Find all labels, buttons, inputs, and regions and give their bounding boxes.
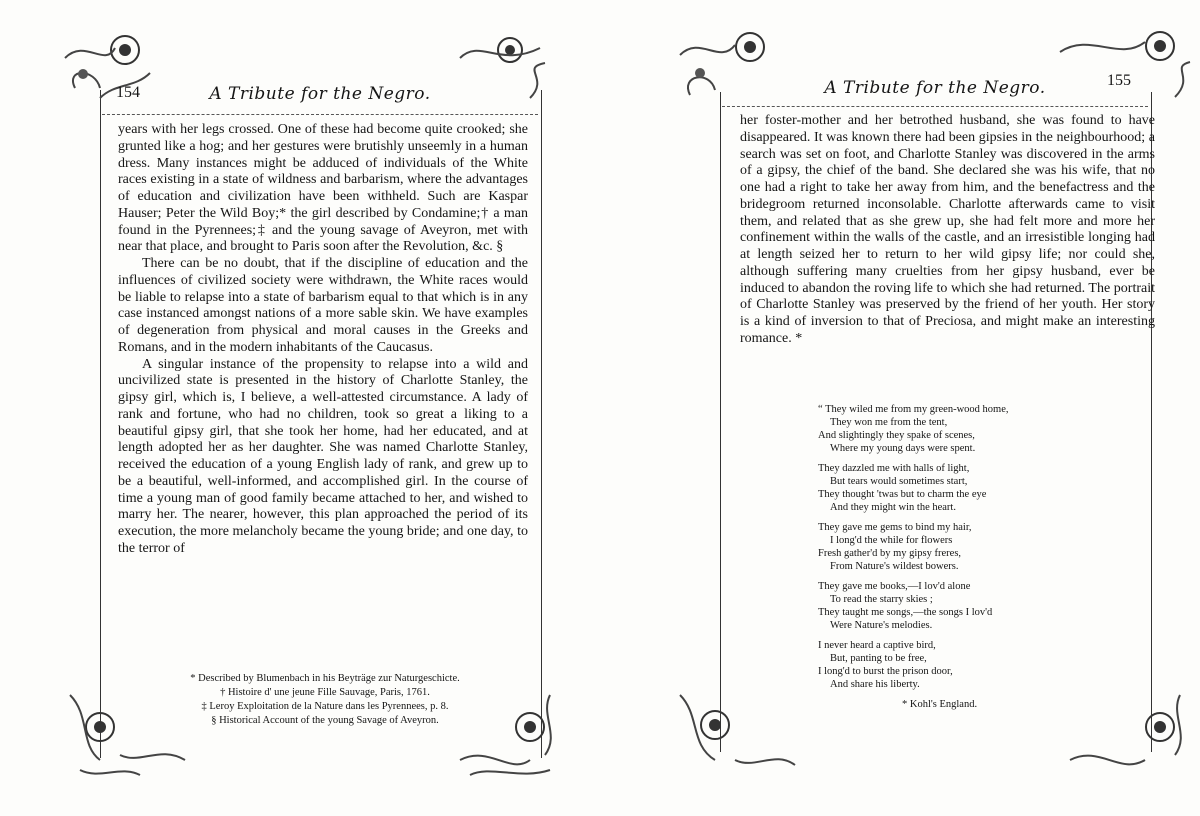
header-rule [102, 114, 538, 115]
book-gutter [600, 0, 640, 816]
paragraph: her foster-mother and her betrothed husband, she was found to have disappeared. It was known there had been gipsies in the neighbourhood; a search was set on foot, and Charlotte Stanley was discovered in the arms of a gipsy, the chief of the band. She declared she was his wife, that no one had a right to take her away from him, and the benefactress and the bridegroom returned inconsolable. Charlotte afterwards came to visit them, and related that as she grew up, she had felt more and more her confinement within the walls of the castle, and an irresistible longing had at length seized her to return to her wild gipsy life; nor could she, although suffering many cruelties from her gipsy husband, ever be induced to abandon the roving life to which she had returned. The portrait of Charlotte Stanley was preserved by the friend of her youth. Her story is a kind of inversion to that of Preciosa, and might make an interesting romance. * [740, 113, 1155, 346]
poem-stanza [818, 639, 1009, 691]
page-number: 155 [1107, 72, 1131, 89]
corner-ornament-bottom-right [1060, 665, 1195, 785]
right-page [640, 0, 1200, 816]
poem-line: But tears would sometimes start, [830, 476, 968, 487]
poem-line: I long'd the while for flowers [830, 535, 953, 546]
paragraph: years with her legs crossed. One of these had become quite crooked; she grunted like a hog; and her gestures were brutishly unseemly in a human dress. Many instances might be adduced of individuals of the White races existing in a state of wildness and barbarism, where the advantages of education and civilization have been withheld. Such are Kaspar Hauser; Peter the Wild Boy;* the girl described by Condamine;† a man found in the Pyrennees;‡ and the young savage of Aveyron, met with near that place, and brought to Paris soon after the Revolution, &c. § [118, 122, 528, 255]
poem-line: I never heard a captive bird, [818, 640, 936, 651]
poem-line: They dazzled me with halls of light, [818, 463, 970, 474]
poem-line: Were Nature's melodies. [830, 620, 933, 631]
poem-line: But, panting to be free, [830, 653, 927, 664]
poem-line: To read the starry skies ; [830, 594, 933, 605]
footnote: * Described by Blumenbach in his Beyträge zur Naturgeschicte. [190, 673, 460, 684]
footnote: † Histoire d' une jeune Fille Sauvage, Paris, 1761. [220, 687, 430, 698]
poem [818, 403, 1009, 711]
poem-line: From Nature's wildest bowers. [830, 561, 959, 572]
poem-line: Where my young days were spent. [830, 443, 976, 454]
poem-stanza [818, 403, 1009, 455]
footnotes [120, 672, 530, 728]
running-title: A Tribute for the Negro. [824, 78, 1046, 98]
corner-ornament-bottom-left [670, 665, 800, 785]
footnote: § Historical Account of the young Savage of Aveyron. [211, 715, 439, 726]
corner-ornament-top-left [670, 25, 800, 115]
poem-line: They gave me books,—I lov'd alone [818, 581, 971, 592]
poem-line: They gave me gems to bind my hair, [818, 522, 972, 533]
poem-stanza [818, 521, 1009, 573]
poem-line: “ They wiled me from my green-wood home, [818, 404, 1009, 415]
poem-line: They thought 'twas but to charm the eye [818, 489, 987, 500]
poem-stanza [818, 462, 1009, 514]
poem-line: I long'd to burst the prison door, [818, 666, 953, 677]
running-title: A Tribute for the Negro. [209, 84, 431, 104]
corner-ornament-top-left [55, 28, 185, 118]
poem-source: * Kohl's England. [902, 699, 978, 710]
body-text [740, 113, 1155, 348]
body-text [118, 122, 528, 558]
poem-stanza [818, 580, 1009, 632]
paragraph: A singular instance of the propensity to relapse into a wild and uncivilized state is presented in the history of Charlotte Stanley, the gipsy girl, which is, I believe, a well-attested circumstance. A lady of rank and fortune, who had no children, took so great a liking to a beautiful gipsy girl, that she took her home, had her educated, and at length adopted her as her daughter. She was named Charlotte Stanley, received the education of a young English lady of rank, and grew up to be a beautiful, well-informed, and accomplished girl. In the course of time a young man of good family became attached to her, and wished to marry her. The nearer, however, this plan approached the period of its execution, the more melancholy became the young bride; and one day, to the terror of [118, 356, 528, 556]
poem-line: And share his liberty. [830, 679, 920, 690]
header-rule [722, 106, 1148, 107]
poem-line: And slightingly they spake of scenes, [818, 430, 975, 441]
paragraph: There can be no doubt, that if the discipline of education and the influences of civilized society were withdrawn, the White races would be liable to relapse into a state of barbarism equal to that which is in any case instanced amongst nations of a more sable skin. We have examples of degeneration from physical and moral causes in the Greeks and Romans, and in the modern inhabitants of the Caucasus. [118, 256, 528, 355]
poem-line: And they might win the heart. [830, 502, 956, 513]
poem-line: They taught me songs,—the songs I lov'd [818, 607, 993, 618]
corner-ornament-top-right [1050, 22, 1200, 112]
poem-line: Fresh gather'd by my gipsy freres, [818, 548, 962, 559]
footnote: ‡ Leroy Exploitation de la Nature dans les Pyrennees, p. 8. [201, 701, 449, 712]
page-number: 154 [116, 84, 140, 101]
poem-line: They won me from the tent, [830, 417, 948, 428]
